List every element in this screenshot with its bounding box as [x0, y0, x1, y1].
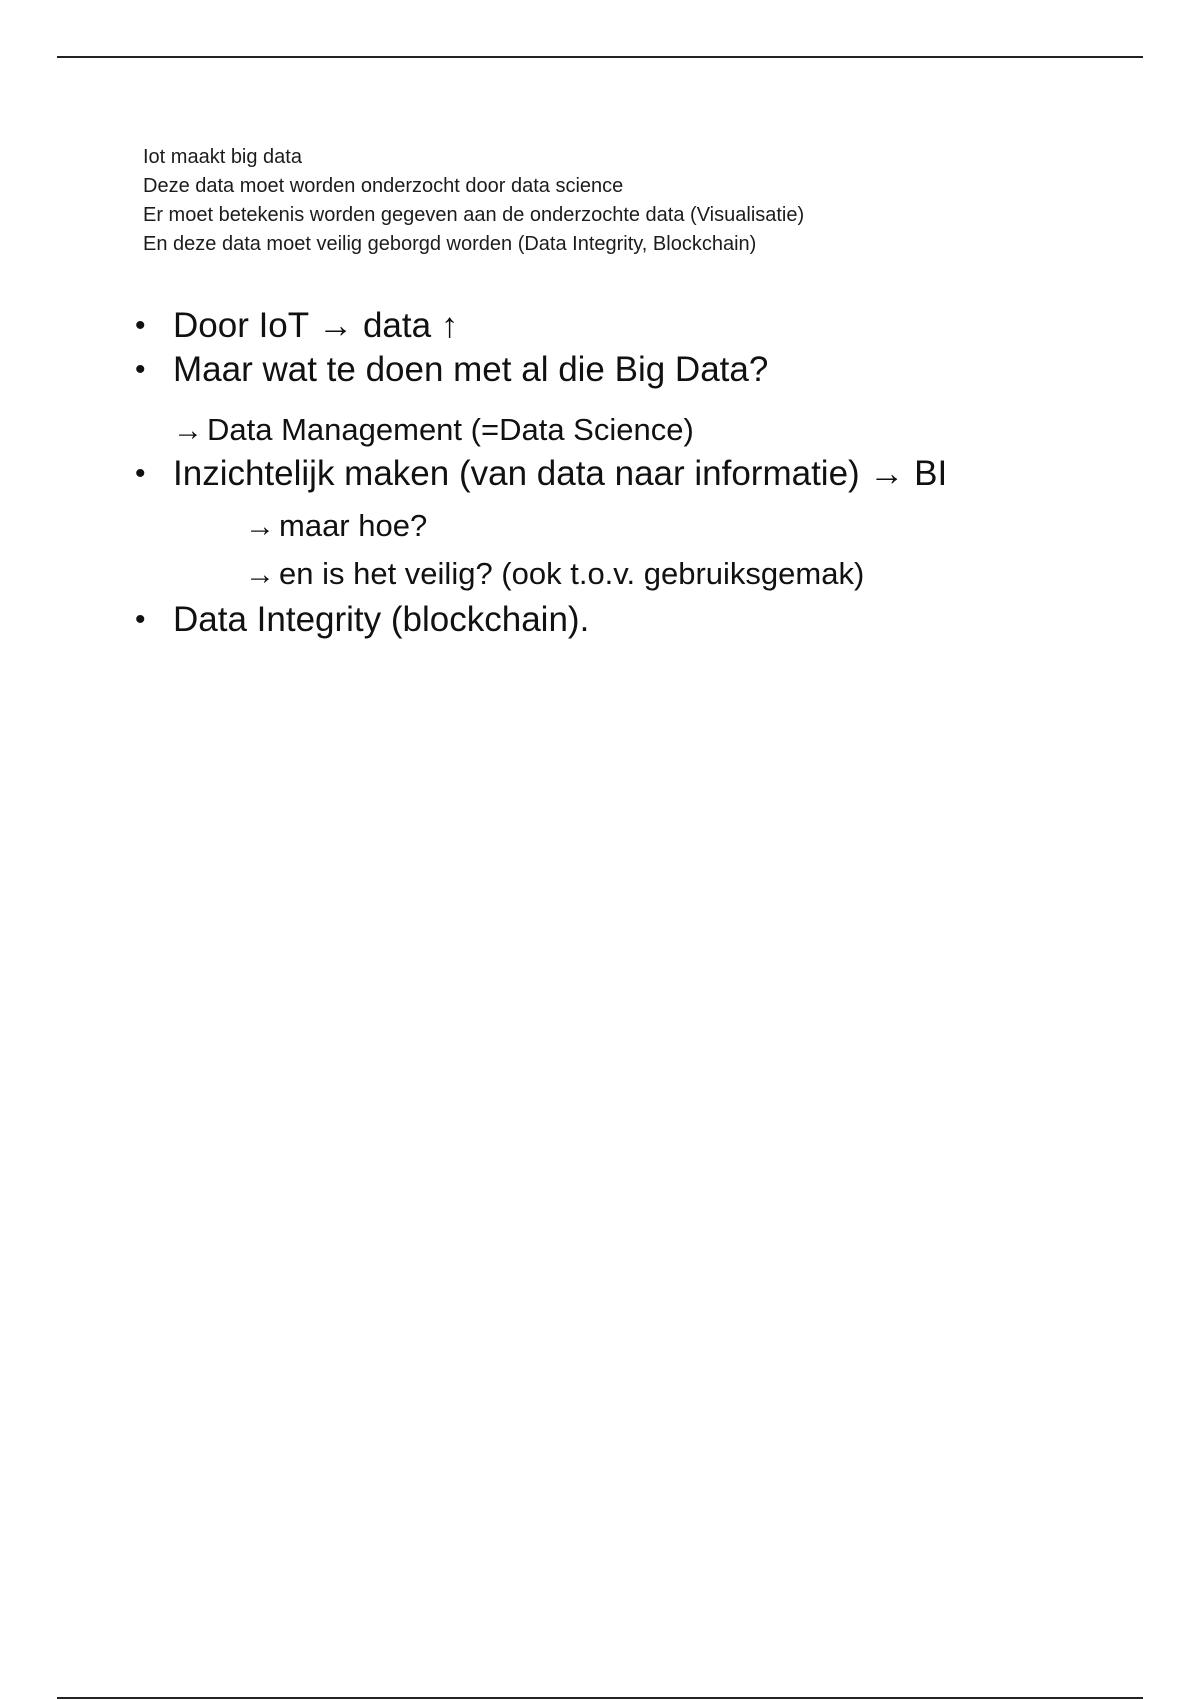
- bullet-dot-icon: •: [135, 309, 146, 342]
- bullet-text: Door IoT → data ↑: [173, 306, 459, 345]
- note-line: Er moet betekenis worden gegeven aan de onderzochte data (Visualisatie): [143, 204, 805, 226]
- sub-item-text: maar hoe?: [279, 508, 428, 543]
- bullet-dot-icon: •: [135, 457, 146, 490]
- footer-rule: [57, 1697, 1143, 1699]
- sub-item: [173, 410, 694, 451]
- sub-item: [245, 506, 427, 547]
- arrow-right-icon: →: [173, 414, 203, 447]
- bullet-text: Data Integrity (blockchain).: [173, 600, 590, 639]
- sub-item: [245, 554, 864, 595]
- note-line: En deze data moet veilig geborgd worden (Data Integrity, Blockchain): [143, 233, 757, 255]
- bullet-text: Maar wat te doen met al die Big Data?: [173, 350, 769, 389]
- arrow-right-icon: →: [245, 558, 275, 591]
- note-line: Deze data moet worden onderzocht door data science: [143, 175, 624, 197]
- note-line: Iot maakt big data: [143, 146, 302, 168]
- arrow-right-icon: →: [245, 510, 275, 543]
- sub-item-text: en is het veilig? (ook t.o.v. gebruiksgemak): [279, 556, 865, 591]
- bullet-text: Inzichtelijk maken (van data naar informatie) → BI: [173, 454, 948, 493]
- sub-item-text: Data Management (=Data Science): [207, 412, 694, 447]
- bullet-dot-icon: •: [135, 353, 146, 386]
- bullet-dot-icon: •: [135, 603, 146, 636]
- speaker-notes: [143, 143, 1143, 259]
- header-rule: [57, 56, 1143, 58]
